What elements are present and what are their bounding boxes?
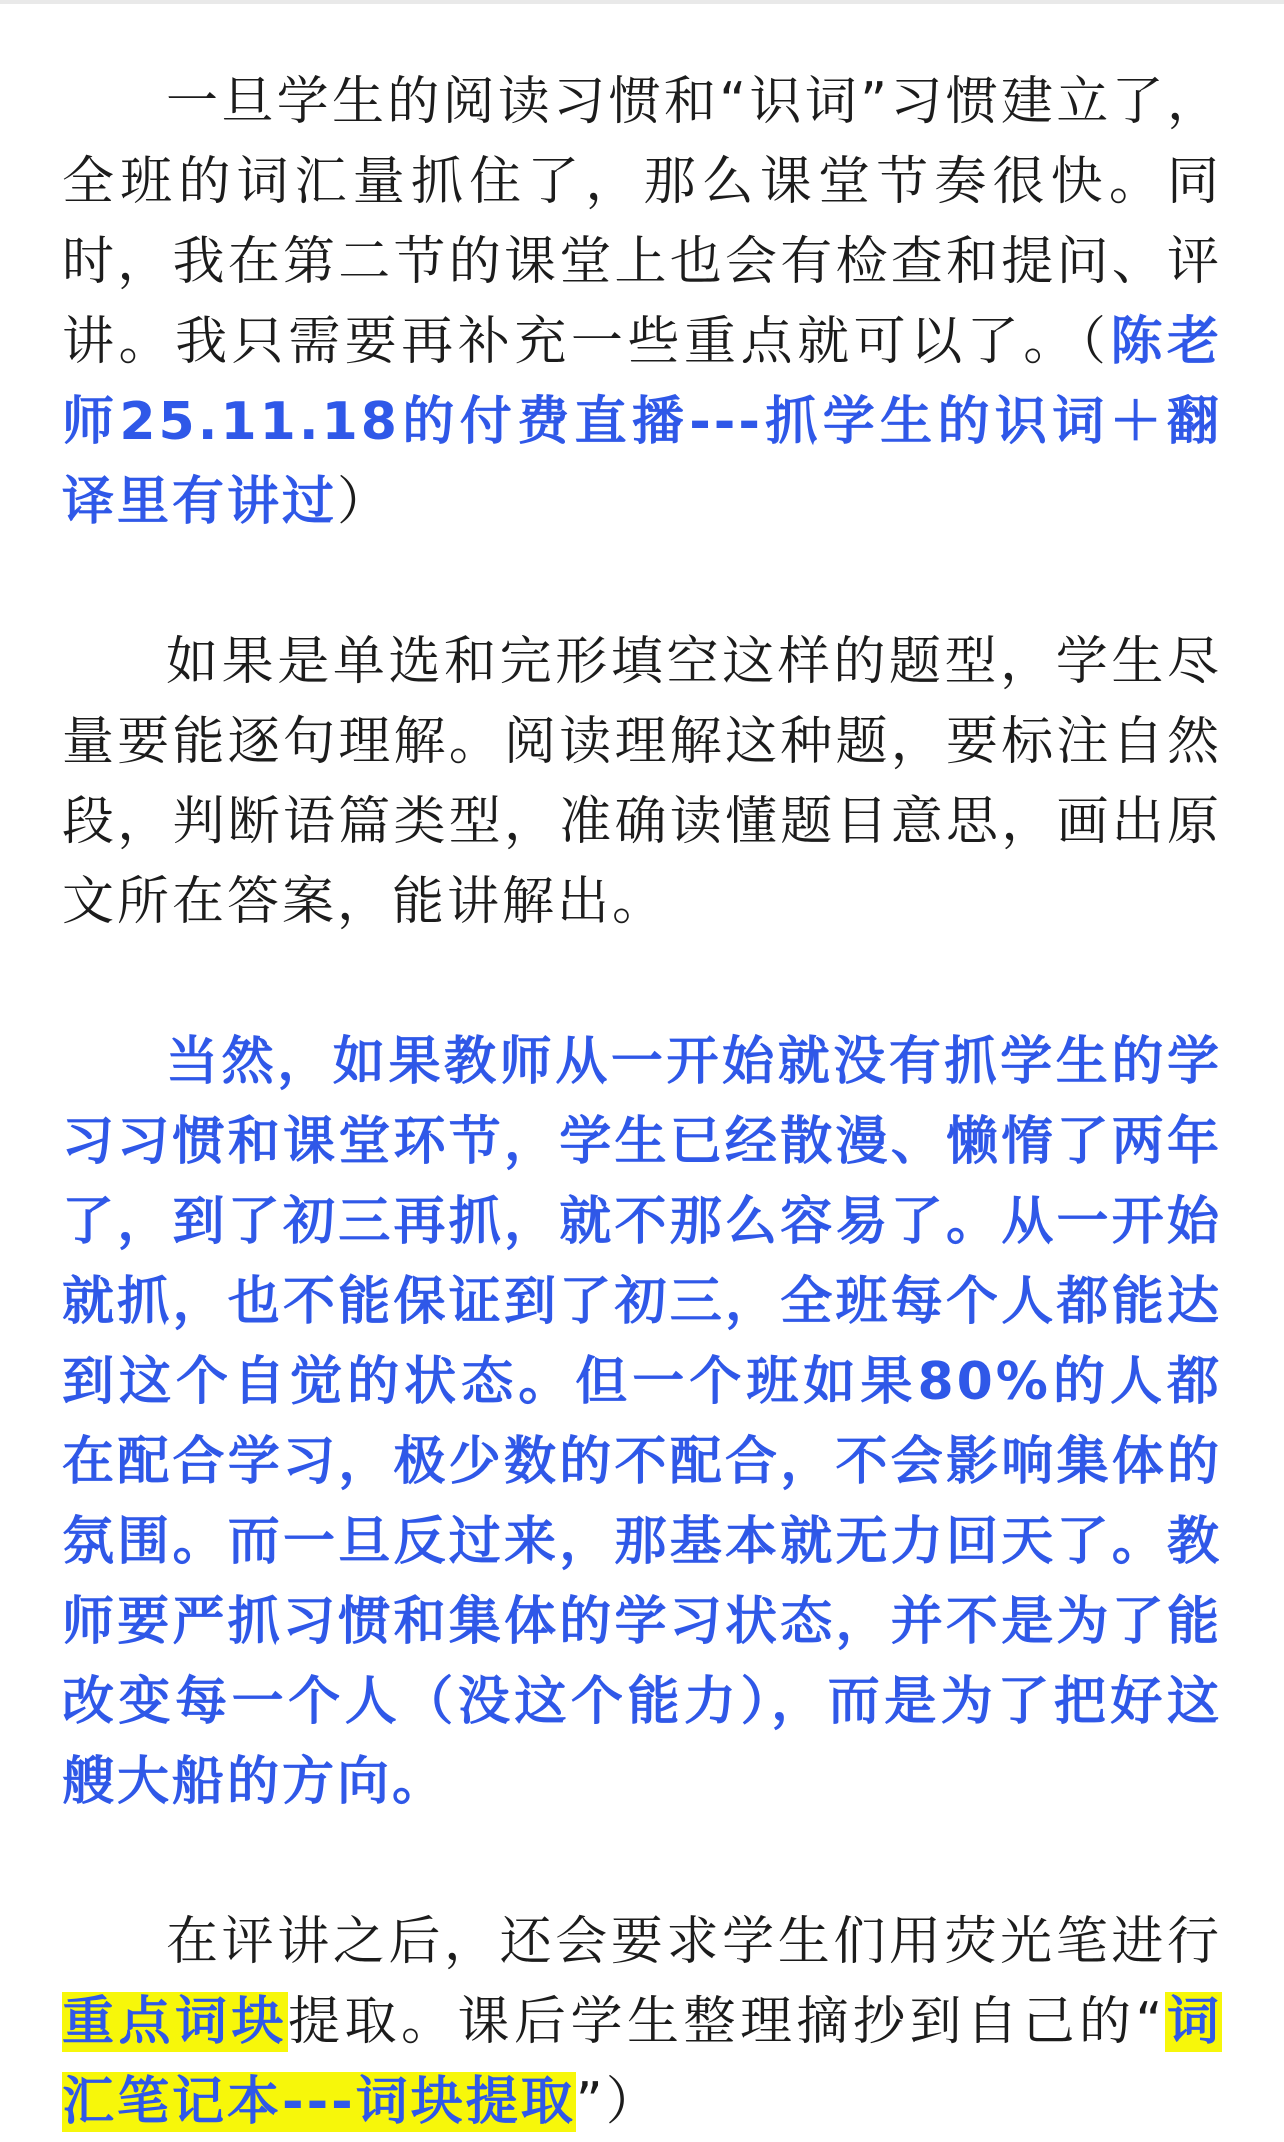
paragraph-reading-habits <box>62 62 1222 542</box>
open-paren: （ <box>1079 312 1111 372</box>
paragraph-text: 在评讲之后，还会要求学生们用荧光笔进行 <box>166 1912 1222 1972</box>
paragraph-text: 一旦学生的阅读习惯和“识词”习惯建立了，全班的词汇量抓住了，那么课堂节奏很快。同时，我在第二节的课堂上也会有检查和提问、评讲。我只需要再补充一些重点就可以了。 <box>62 72 1222 372</box>
paragraph-text: ”） <box>575 2072 661 2132</box>
paragraph-highlighter-extraction <box>62 1902 1222 2142</box>
close-paren: ） <box>337 472 393 532</box>
paragraph-text: 如果是单选和完形填空这样的题型，学生尽量要能逐句理解。阅读理解这种题，要标注自然段，判断语篇类型，准确读懂题目意思，画出原文所在答案，能讲解出。 <box>62 632 1222 932</box>
paragraph-text: 当然，如果教师从一开始就没有抓学生的学习习惯和课堂环节，学生已经散漫、懒惰了两年了，到了初三再抓，就不那么容易了。从一开始就抓，也不能保证到了初三，全班每个人都能达到这个自觉的状态。但一个班如果80%的人都在配合学习，极少数的不配合，不会影响集体的氛围。而一旦反过来，那基本就无力回天了。教师要严抓习惯和集体的学习状态，并不是为了能改变每一个人（没这个能力），而是为了把好这艘大船的方向。 <box>62 1032 1222 1812</box>
highlighted-vocab-notebook: 词汇笔记本---词块提取 <box>62 1992 1222 2132</box>
top-divider <box>0 0 1284 4</box>
highlighted-key-chunks: 重点词块 <box>62 1992 289 2052</box>
paragraph-spacer <box>62 1822 1222 1902</box>
paragraph-question-types <box>62 622 1222 942</box>
paragraph-spacer <box>62 942 1222 1022</box>
paragraph-spacer <box>62 542 1222 622</box>
livestream-reference-note: 陈老师25.11.18的付费直播---抓学生的识词＋翻译里有讲过 <box>62 312 1222 532</box>
paragraph-habit-emphasis <box>62 1022 1222 1822</box>
article-body <box>62 62 1222 2142</box>
paragraph-text: 提取。课后学生整理摘抄到自己的“ <box>288 1992 1166 2052</box>
